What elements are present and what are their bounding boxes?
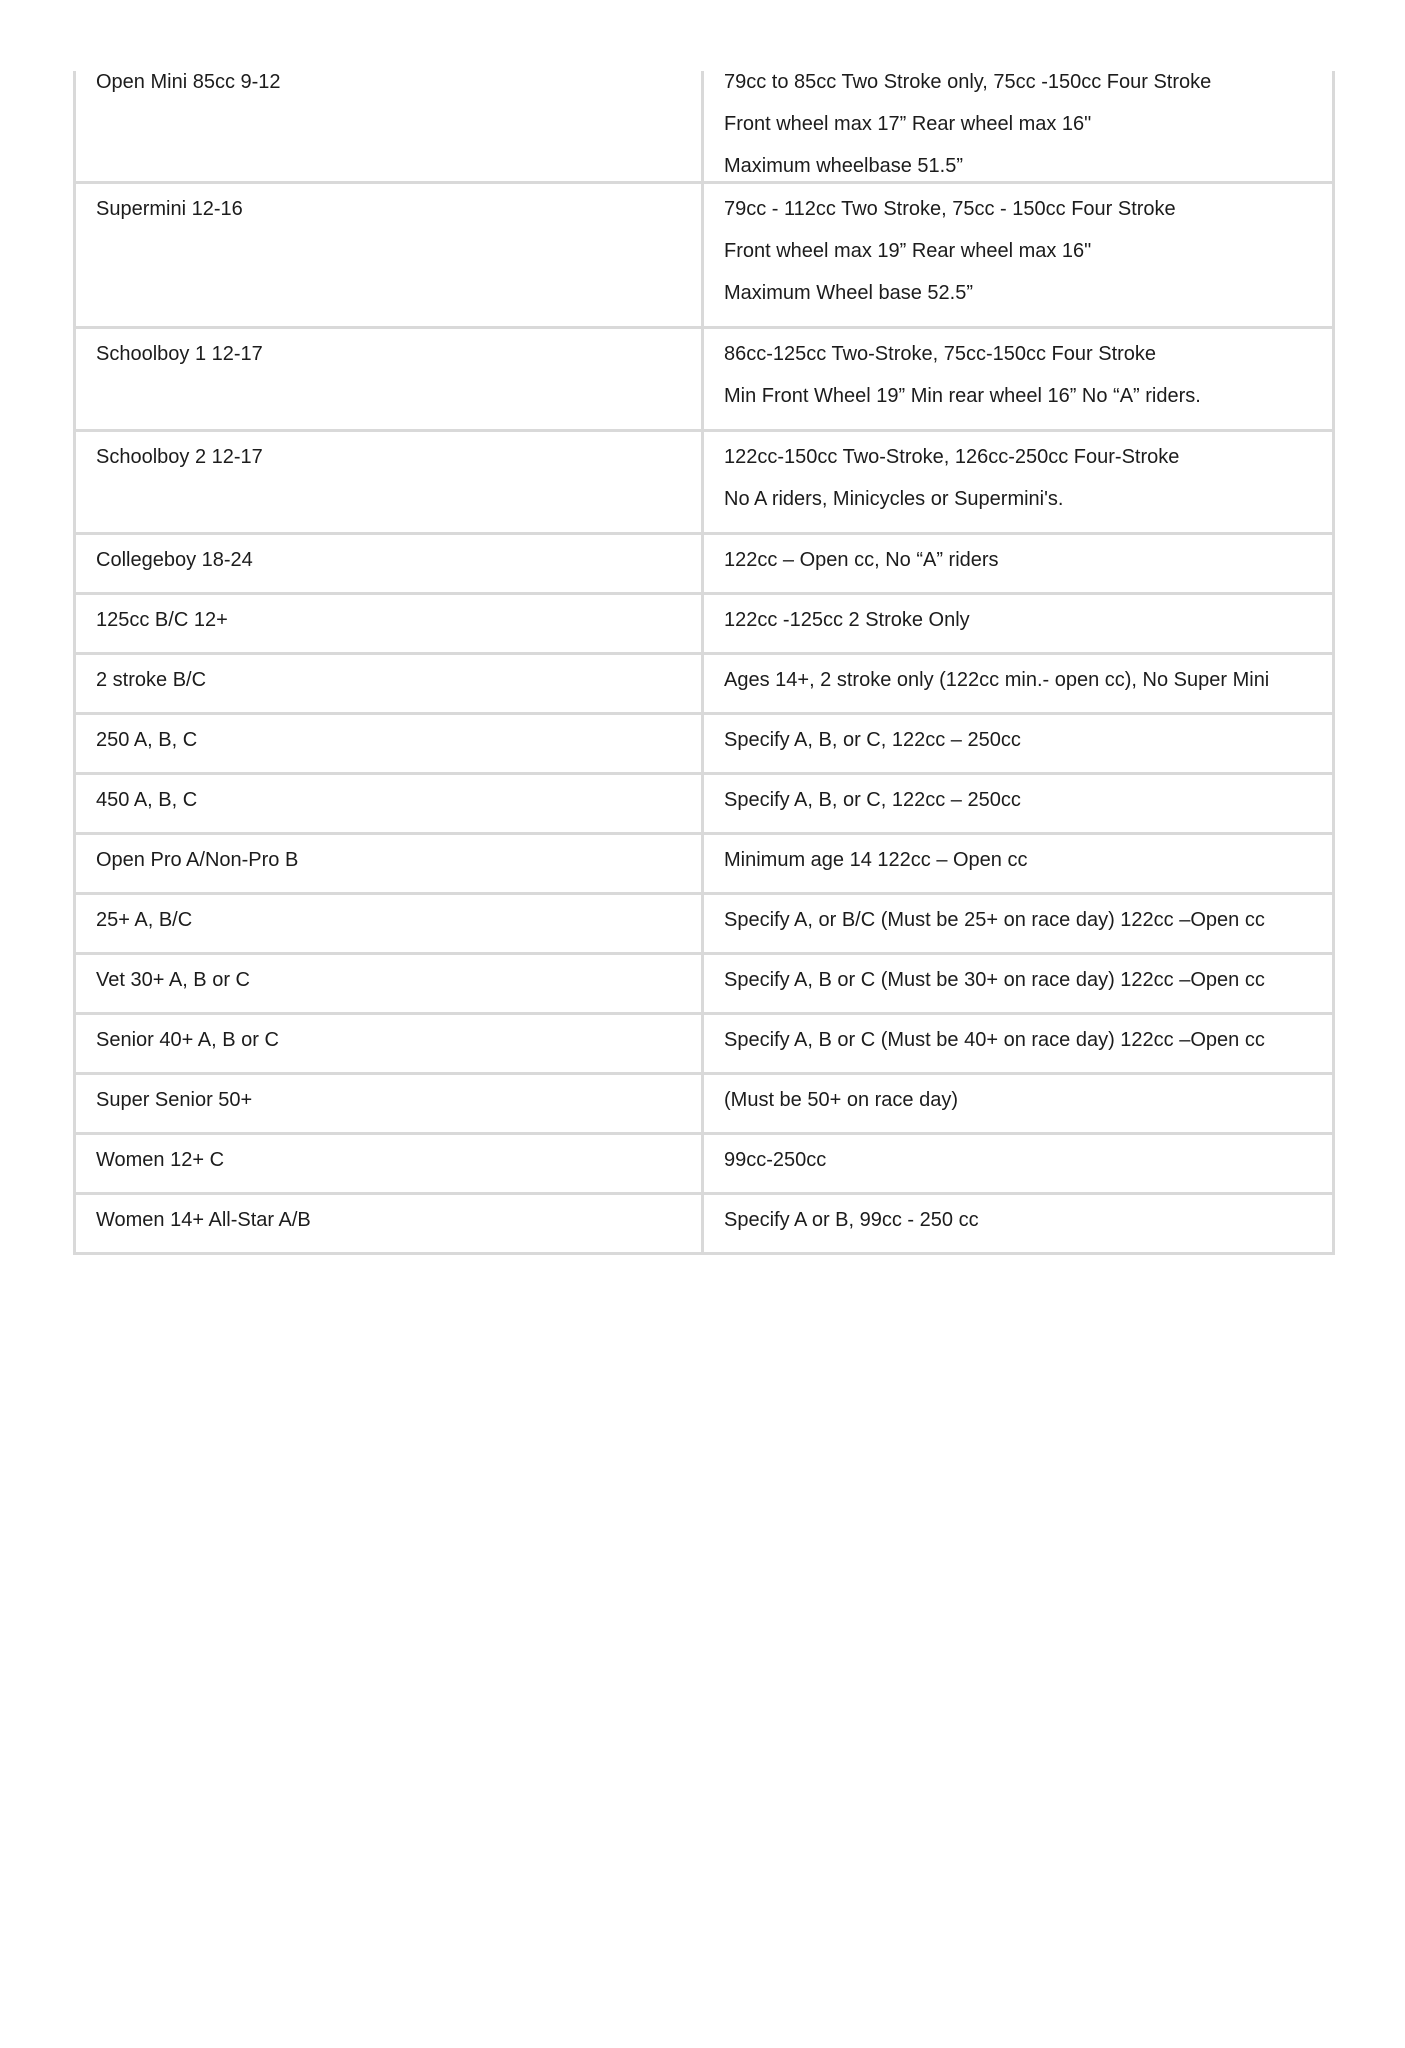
- class-detail: Minimum age 14 122cc – Open cc: [724, 849, 1028, 871]
- table-row: [76, 429, 1332, 532]
- class-detail: Maximum Wheel base 52.5”: [724, 282, 973, 304]
- class-details-cell: [704, 955, 1332, 1012]
- class-detail: No A riders, Minicycles or Supermini's.: [724, 488, 1064, 510]
- class-details-cell: [704, 1015, 1332, 1072]
- class-name: 125cc B/C 12+: [96, 609, 228, 631]
- table-row: [76, 181, 1332, 326]
- class-detail: Ages 14+, 2 stroke only (122cc min.- open cc), No Super Mini: [724, 669, 1270, 691]
- class-detail: Specify A, or B/C (Must be 25+ on race day) 122cc –Open cc: [724, 909, 1265, 931]
- class-detail: 86cc-125cc Two-Stroke, 75cc-150cc Four Stroke: [724, 343, 1157, 365]
- class-detail: Specify A, B, or C, 122cc – 250cc: [724, 729, 1021, 751]
- class-details-cell: [704, 715, 1332, 772]
- class-detail: Front wheel max 19” Rear wheel max 16": [724, 240, 1092, 262]
- class-detail: 79cc - 112cc Two Stroke, 75cc - 150cc Four Stroke: [724, 198, 1176, 220]
- class-name-cell: [76, 1135, 704, 1192]
- class-detail: 79cc to 85cc Two Stroke only, 75cc -150cc Four Stroke: [724, 71, 1212, 93]
- class-details-cell: [704, 184, 1332, 326]
- table-row: [76, 772, 1332, 832]
- class-name-cell: [76, 432, 704, 532]
- class-name-cell: [76, 955, 704, 1012]
- class-name: Collegeboy 18-24: [96, 549, 253, 571]
- table-row: [76, 1012, 1332, 1072]
- class-name: 2 stroke B/C: [96, 669, 207, 691]
- table-row: [76, 592, 1332, 652]
- class-name: 450 A, B, C: [96, 789, 198, 811]
- class-detail: 122cc -125cc 2 Stroke Only: [724, 609, 970, 631]
- class-details-cell: [704, 329, 1332, 429]
- class-details-cell: [704, 1075, 1332, 1132]
- table-row: [76, 1192, 1332, 1252]
- class-details-cell: [704, 71, 1332, 181]
- class-name: Women 14+ All-Star A/B: [96, 1209, 311, 1231]
- class-details-cell: [704, 775, 1332, 832]
- table-row: [76, 71, 1332, 181]
- class-name: Super Senior 50+: [96, 1089, 253, 1111]
- class-name: Schoolboy 1 12-17: [96, 343, 263, 365]
- class-name-cell: [76, 1015, 704, 1072]
- class-detail: 99cc-250cc: [724, 1149, 827, 1171]
- class-name: Open Pro A/Non-Pro B: [96, 849, 299, 871]
- table-row: [76, 1072, 1332, 1132]
- table-row: [76, 892, 1332, 952]
- table-row: [76, 326, 1332, 429]
- table-row: [76, 712, 1332, 772]
- class-name: Supermini 12-16: [96, 198, 243, 220]
- class-name-cell: [76, 595, 704, 652]
- class-detail: Specify A, B or C (Must be 30+ on race day) 122cc –Open cc: [724, 969, 1265, 991]
- class-details-cell: [704, 1135, 1332, 1192]
- race-classes-table: [73, 71, 1335, 1255]
- class-name: 250 A, B, C: [96, 729, 198, 751]
- class-detail: (Must be 50+ on race day): [724, 1089, 959, 1111]
- class-name-cell: [76, 184, 704, 326]
- class-detail: 122cc-150cc Two-Stroke, 126cc-250cc Four-Stroke: [724, 446, 1180, 468]
- class-detail: Maximum wheelbase 51.5”: [724, 155, 963, 177]
- class-name: 25+ A, B/C: [96, 909, 193, 931]
- class-name-cell: [76, 329, 704, 429]
- table-row: [76, 532, 1332, 592]
- class-name: Vet 30+ A, B or C: [96, 969, 250, 991]
- table-row: [76, 952, 1332, 1012]
- class-name-cell: [76, 835, 704, 892]
- class-detail: Min Front Wheel 19” Min rear wheel 16” No “A” riders.: [724, 385, 1201, 407]
- class-name-cell: [76, 71, 704, 181]
- class-name: Open Mini 85cc 9-12: [96, 71, 281, 93]
- class-detail: Specify A, B or C (Must be 40+ on race day) 122cc –Open cc: [724, 1029, 1265, 1051]
- class-detail: Specify A, B, or C, 122cc – 250cc: [724, 789, 1021, 811]
- class-details-cell: [704, 595, 1332, 652]
- class-name-cell: [76, 715, 704, 772]
- table-row: [76, 832, 1332, 892]
- class-detail: Front wheel max 17” Rear wheel max 16": [724, 113, 1092, 135]
- class-name-cell: [76, 895, 704, 952]
- table-row: [76, 652, 1332, 712]
- class-detail: Specify A or B, 99cc - 250 cc: [724, 1209, 979, 1231]
- class-details-cell: [704, 835, 1332, 892]
- class-name-cell: [76, 535, 704, 592]
- class-details-cell: [704, 1195, 1332, 1252]
- class-details-cell: [704, 895, 1332, 952]
- class-name-cell: [76, 1195, 704, 1252]
- class-name-cell: [76, 775, 704, 832]
- class-detail: 122cc – Open cc, No “A” riders: [724, 549, 999, 571]
- class-name: Women 12+ C: [96, 1149, 225, 1171]
- class-details-cell: [704, 655, 1332, 712]
- class-name: Schoolboy 2 12-17: [96, 446, 263, 468]
- class-details-cell: [704, 432, 1332, 532]
- class-name-cell: [76, 655, 704, 712]
- table-row: [76, 1132, 1332, 1192]
- class-details-cell: [704, 535, 1332, 592]
- class-name-cell: [76, 1075, 704, 1132]
- class-name: Senior 40+ A, B or C: [96, 1029, 279, 1051]
